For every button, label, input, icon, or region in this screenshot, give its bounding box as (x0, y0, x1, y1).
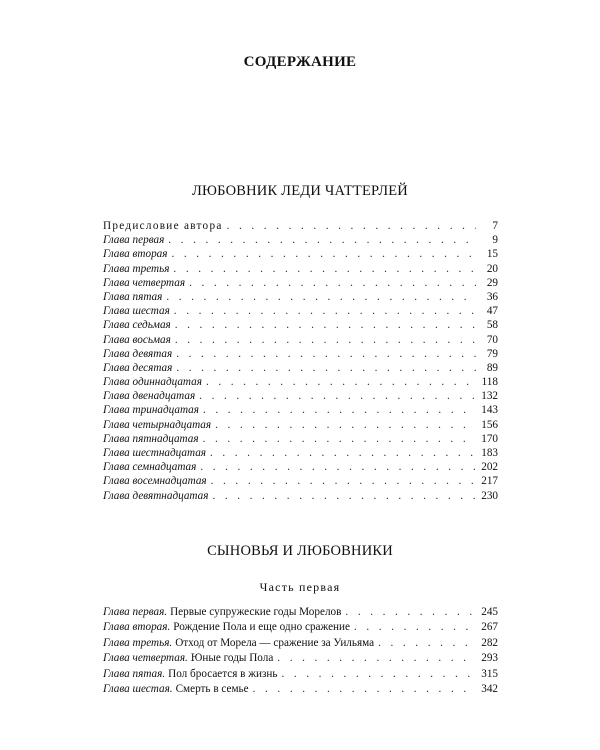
toc-entry (103, 636, 498, 651)
toc-entry (103, 333, 498, 347)
dot-leader (345, 605, 476, 620)
entry-label: Предисловие автора (103, 220, 223, 232)
page-number: 282 (481, 636, 498, 649)
entry-label: Глава четвертая. (103, 652, 188, 665)
entry-label: Глава пятнадцатая (103, 432, 199, 445)
dot-leader (282, 667, 477, 682)
page-number: 245 (481, 606, 498, 618)
entry-description: Пол бросается в жизнь (168, 667, 278, 680)
dot-leader (212, 489, 476, 503)
toc-entry (103, 262, 498, 276)
page-number: 293 (481, 652, 498, 665)
page-number: 15 (486, 248, 498, 261)
toc-entry (103, 667, 498, 682)
entry-label: Глава тринадцатая (103, 404, 199, 417)
entry-label: Глава шестая (103, 305, 170, 318)
entry-label: Глава третья (103, 262, 170, 275)
page-number: 118 (481, 376, 498, 389)
toc-entry (103, 233, 498, 247)
entry-label: Глава первая (103, 234, 165, 247)
entry-label: Глава пятая (103, 290, 163, 303)
entry-label: Глава шестнадцатая (103, 447, 206, 459)
toc-entry (103, 620, 498, 635)
toc-list-lady-chatterley (103, 219, 498, 503)
toc-entry (103, 474, 498, 488)
page-number: 70 (486, 333, 498, 346)
entry-label: Глава восьмая (103, 333, 171, 346)
page-title: СОДЕРЖАНИЕ (243, 54, 357, 70)
toc-entry (103, 219, 498, 233)
part-title: Часть первая (259, 580, 341, 594)
toc-entry (103, 446, 498, 460)
entry-label: Глава девятнадцатая (103, 489, 209, 502)
entry-label: Глава восемнадцатая (103, 475, 207, 488)
dot-leader (210, 446, 476, 460)
book-title-sons-and-lovers: СЫНОВЬЯ И ЛЮБОВНИКИ (207, 543, 393, 559)
entry-label: Глава вторая. (103, 621, 171, 634)
dot-leader (378, 636, 476, 651)
toc-entry (103, 418, 498, 432)
toc-entry (103, 403, 498, 417)
toc-entry (103, 290, 498, 304)
toc-entry (103, 375, 498, 389)
page-number: 170 (481, 432, 498, 445)
entry-label: Глава шестая. (103, 682, 173, 695)
dot-leader (354, 620, 476, 635)
toc-entry (103, 276, 498, 290)
dot-leader (200, 460, 476, 474)
entry-label: Глава десятая (103, 361, 173, 374)
page-number: 342 (481, 682, 498, 695)
toc-entry (103, 489, 498, 503)
page-number: 89 (486, 361, 498, 374)
entry-label: Глава девятая (103, 347, 173, 360)
page-number: 183 (481, 447, 498, 459)
page-number: 36 (486, 290, 498, 303)
page-number: 29 (486, 276, 498, 289)
entry-label: Глава одиннадцатая (103, 376, 202, 389)
entry-label: Глава седьмая (103, 319, 171, 332)
entry-label: Глава четвертая (103, 276, 186, 289)
page-number: 156 (481, 418, 498, 431)
dot-leader (175, 333, 476, 347)
page-number: 143 (481, 404, 498, 417)
toc-entry (103, 347, 498, 361)
dot-leader (176, 347, 476, 361)
dot-leader (189, 276, 476, 290)
entry-description: Рождение Пола и еще одно сражение (173, 621, 350, 634)
entry-description: Юные годы Пола (190, 652, 274, 665)
entry-description: Смерть в семье (175, 682, 249, 695)
toc-list-sons-and-lovers (103, 605, 498, 697)
dot-leader (199, 389, 476, 403)
page-number: 315 (481, 667, 498, 680)
page-number: 202 (481, 461, 498, 474)
dot-leader (215, 418, 476, 432)
dot-leader (253, 682, 476, 697)
toc-entry (103, 247, 498, 261)
dot-leader (211, 474, 476, 488)
book-title-lady-chatterley: ЛЮБОВНИК ЛЕДИ ЧАТТЕРЛЕЙ (192, 183, 408, 199)
page-number: 132 (481, 390, 498, 403)
entry-label: Глава пятая. (103, 667, 166, 680)
entry-label: Глава третья. (103, 636, 173, 649)
page-number: 47 (486, 305, 498, 318)
toc-entry (103, 460, 498, 474)
toc-entry (103, 304, 498, 318)
dot-leader (176, 361, 476, 375)
page-number: 79 (486, 347, 498, 360)
toc-entry (103, 605, 498, 620)
entry-label: Глава семнадцатая (103, 461, 197, 474)
dot-leader (173, 262, 476, 276)
page-number: 267 (481, 621, 498, 634)
page-number: 9 (492, 234, 498, 247)
entry-label: Глава вторая (103, 248, 168, 261)
page-number: 217 (481, 475, 498, 488)
dot-leader (203, 403, 476, 417)
toc-entry (103, 682, 498, 697)
page-number: 20 (486, 262, 498, 275)
dot-leader (168, 233, 476, 247)
page-number: 58 (486, 319, 498, 332)
dot-leader (277, 651, 476, 666)
entry-label: Глава четырнадцатая (103, 418, 212, 431)
dot-leader (174, 304, 476, 318)
dot-leader (227, 219, 476, 233)
dot-leader (175, 318, 476, 332)
entry-label: Глава первая. (103, 606, 168, 618)
entry-description: Отход от Морела — сражение за Уильяма (175, 636, 375, 649)
dot-leader (171, 247, 476, 261)
dot-leader (203, 432, 476, 446)
toc-entry (103, 651, 498, 666)
toc-entry (103, 361, 498, 375)
entry-label: Глава двенадцатая (103, 390, 196, 403)
entry-description: Первые супружеские годы Морелов (170, 606, 342, 618)
toc-entry (103, 389, 498, 403)
page-number: 7 (492, 220, 498, 232)
dot-leader (206, 375, 476, 389)
dot-leader (166, 290, 476, 304)
toc-entry (103, 432, 498, 446)
page-number: 230 (481, 489, 498, 502)
toc-entry (103, 318, 498, 332)
